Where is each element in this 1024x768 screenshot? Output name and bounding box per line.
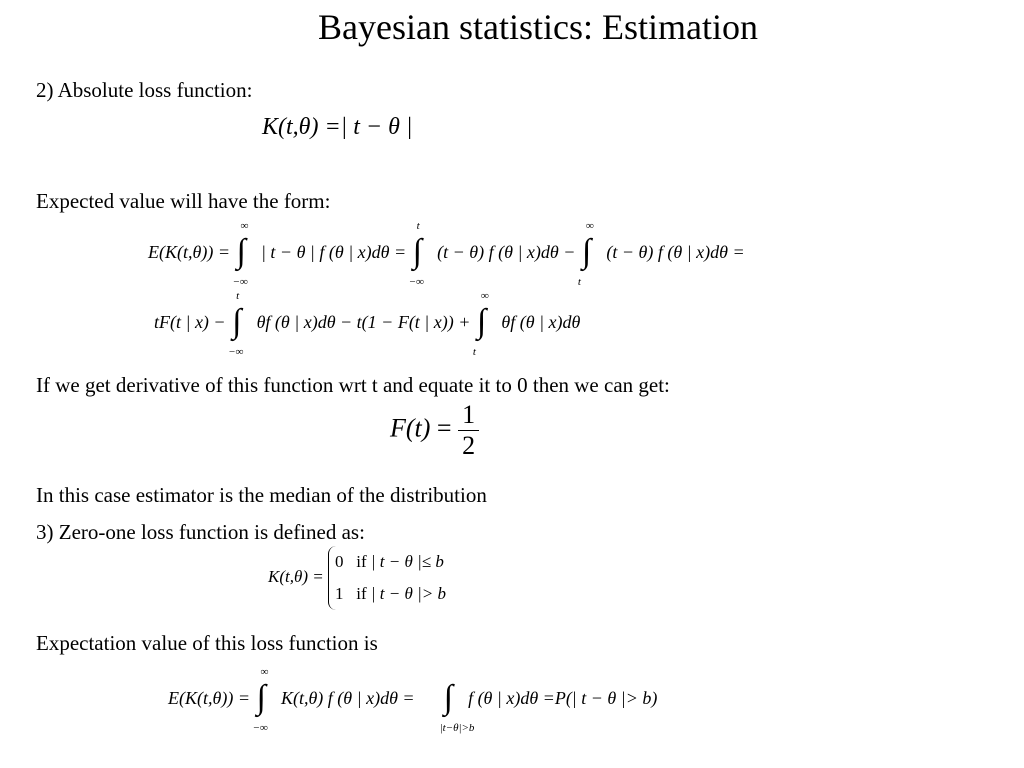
median-text: In this case estimator is the median of the distribution	[36, 483, 487, 507]
fraction-denominator: 2	[462, 431, 476, 460]
integral-sign: t ∫ −∞	[228, 290, 244, 358]
one-half-fraction	[458, 400, 479, 461]
expected-value-text: Expected value will have the form:	[36, 189, 331, 213]
integral-sign: ∫ |t−θ|>b	[439, 679, 475, 734]
expected-value-equation-line2: tF(t | x) − t ∫ −∞ θf (θ | x)dθ − t(1 − F(t | x)) + ∞ ∫ t θf (θ | x)dθ	[154, 290, 581, 358]
integral-sign: t ∫ −∞	[408, 220, 424, 288]
expectation-text: Expectation value of this loss function is	[36, 631, 378, 655]
zero-one-expectation-equation: E(K(t,θ)) = ∞ ∫ −∞ K(t,θ) f (θ | x)dθ = ∫ |t−θ|>b f (θ | x)dθ =P(| t − θ |> b)	[168, 666, 658, 734]
integral-sign: ∞ ∫ −∞	[232, 220, 249, 288]
if-word: if	[356, 584, 367, 603]
case0-value: 0	[334, 552, 344, 571]
expected-value-equation-line1: E(K(t,θ)) = ∞ ∫ −∞ | t − θ | f (θ | x)dθ = t ∫ −∞ (t − θ) f (θ | x)dθ − ∞ ∫ t (t − θ) f (θ | x)dθ =	[148, 220, 745, 288]
section3-heading: 3) Zero-one loss function is defined as:	[36, 520, 365, 544]
page-title: Bayesian statistics: Estimation	[318, 7, 758, 47]
case1-value: 1	[334, 584, 344, 603]
zero-one-loss-equation: K(t,θ) = 0 if | t − θ |≤ b 1 if | t − θ |> b	[268, 546, 446, 610]
integral-sign: ∞ ∫ −∞	[252, 666, 269, 734]
integral-sign: ∞ ∫ t	[472, 290, 489, 358]
fraction-numerator: 1	[458, 400, 479, 431]
cases-brace: 0 if | t − θ |≤ b 1 if | t − θ |> b	[328, 546, 446, 610]
if-word: if	[356, 552, 367, 571]
absolute-loss-equation: K(t,θ) =| t − θ |	[262, 114, 413, 140]
median-equation: F(t) = $\frac{1}{2}$	[390, 400, 479, 461]
section2-heading: 2) Absolute loss function:	[36, 78, 253, 102]
derivative-text: If we get derivative of this function wrt t and equate it to 0 then we can get:	[36, 373, 670, 397]
integral-sign: ∞ ∫ t	[577, 220, 594, 288]
